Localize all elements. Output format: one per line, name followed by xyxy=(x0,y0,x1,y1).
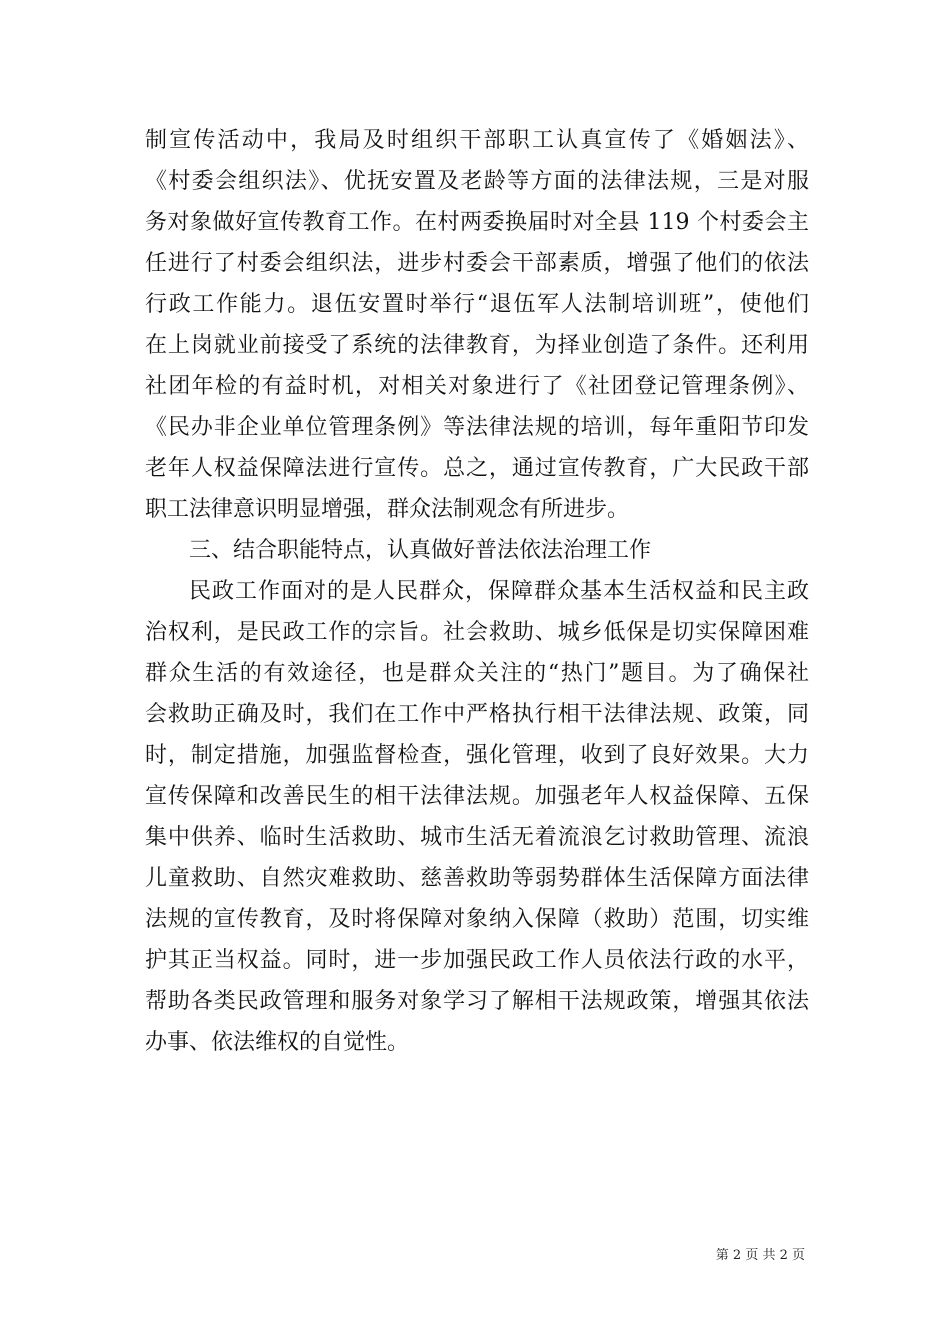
text-line: 集中供养、临时生活救助、城市生活无着流浪乞讨救助管理、流浪 xyxy=(145,825,809,850)
text-line: 群众生活的有效途径，也是群众关注的“热门”题目。为了确保社 xyxy=(145,661,809,686)
text-line: 任进行了村委会组织法，进步村委会干部素质，增强了他们的依法 xyxy=(145,251,809,276)
text-line: 治权利，是民政工作的宗旨。社会救助、城乡低保是切实保障困难 xyxy=(145,620,809,645)
text-line: 职工法律意识明显增强，群众法制观念有所进步。 xyxy=(145,497,630,522)
text-line: 法规的宣传教育，及时将保障对象纳入保障（救助）范围，切实维 xyxy=(145,907,809,932)
text-line: 时，制定措施，加强监督检查，强化管理，收到了良好效果。大力 xyxy=(145,743,809,768)
text-line: 宣传保障和改善民生的相干法律法规。加强老年人权益保障、五保 xyxy=(145,784,809,809)
text-line: 在上岗就业前接受了系统的法律教育，为择业创造了条件。还利用 xyxy=(145,333,809,358)
text-line: 帮助各类民政管理和服务对象学习了解相干法规政策，增强其依法 xyxy=(145,989,809,1014)
text-line: 护其正当权益。同时，进一步加强民政工作人员依法行政的水平， xyxy=(145,948,809,973)
text-line: 社团年检的有益时机，对相关对象进行了《社团登记管理条例》、 xyxy=(145,374,809,399)
text-line: 民政工作面对的是人民群众，保障群众基本生活权益和民主政 xyxy=(189,579,809,604)
text-line: 务对象做好宣传教育工作。在村两委换届时对全县 119 个村委会主 xyxy=(145,210,809,235)
text-line: 行政工作能力。退伍安置时举行“退伍军人法制培训班”，使他们 xyxy=(145,292,809,317)
text-line: 办事、依法维权的自觉性。 xyxy=(145,1030,410,1055)
section-heading: 三、结合职能特点，认真做好普法依法治理工作 xyxy=(189,538,652,563)
text-line: 儿童救助、自然灾难救助、慈善救助等弱势群体生活保障方面法律 xyxy=(145,866,809,891)
body-text xyxy=(145,120,809,1063)
page-number-footer: 第 2 页 共 2 页 xyxy=(715,1248,805,1263)
text-line: 会救助正确及时，我们在工作中严格执行相干法律法规、政策，同 xyxy=(145,702,809,727)
text-line: 制宣传活动中，我局及时组织干部职工认真宣传了《婚姻法》、 xyxy=(145,128,809,153)
text-line: 《村委会组织法》、优抚安置及老龄等方面的法律法规，三是对服 xyxy=(145,169,809,194)
text-line: 《民办非企业单位管理条例》等法律法规的培训，每年重阳节印发 xyxy=(145,415,809,440)
text-line: 老年人权益保障法进行宣传。总之，通过宣传教育，广大民政干部 xyxy=(145,456,809,481)
